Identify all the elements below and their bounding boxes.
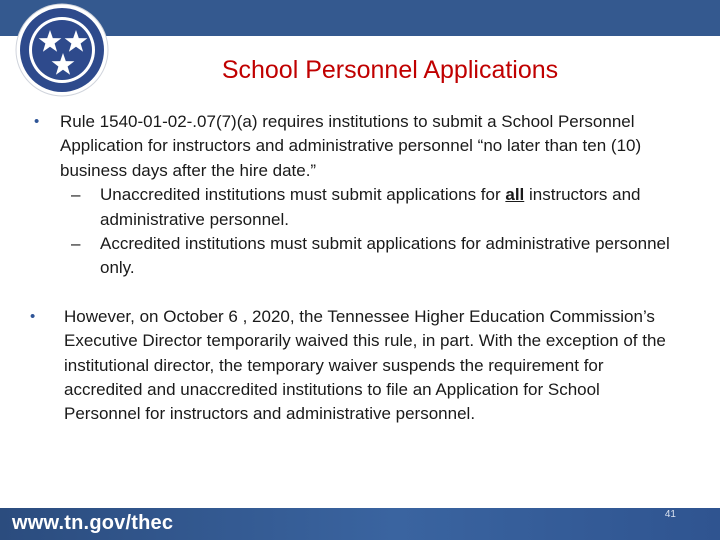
- bullet-item: [30, 305, 670, 427]
- sub-bullet-text: [100, 185, 641, 228]
- tennessee-tri-star-icon: [14, 2, 110, 98]
- sub-text-part: Unaccredited institutions must submit applications for: [100, 185, 506, 205]
- bullet-text: Rule 1540-01-02-.07(7)(a) requires institutions to submit a School Personnel Application for instructors and administrative personnel “no later than ten (10) business days after the hire date.”: [60, 112, 642, 180]
- page-number: 41: [664, 509, 676, 520]
- sub-text-part: instructors and administrative personnel.: [100, 185, 641, 229]
- bullet-item: [30, 110, 670, 183]
- slide-body: [30, 110, 670, 427]
- sub-bullet-item: [30, 183, 670, 232]
- dash-marker: –: [71, 185, 81, 205]
- slide-title: School Personnel Applications: [221, 56, 559, 84]
- dash-marker: –: [71, 234, 81, 254]
- bullet-marker: •: [30, 307, 36, 325]
- emphasis-word: all: [505, 185, 525, 205]
- bullet-text: However, on October 6 , 2020, the Tennessee Higher Education Commission’s Executive Director temporarily waived this rule, in part. With the exception of the institutional director, the temporary waiver suspends the requirement for accredited and unaccredited institutions to file an Application for School Personnel for instructors and administrative personnel.: [64, 306, 666, 424]
- sub-bullet-text: Accredited institutions must submit applications for administrative personnel only.: [100, 234, 670, 278]
- sub-bullet-item: [30, 232, 670, 281]
- footer-bar: [0, 508, 720, 540]
- bullet-marker: •: [34, 113, 40, 130]
- footer-website-link[interactable]: www.tn.gov/thec: [12, 512, 174, 534]
